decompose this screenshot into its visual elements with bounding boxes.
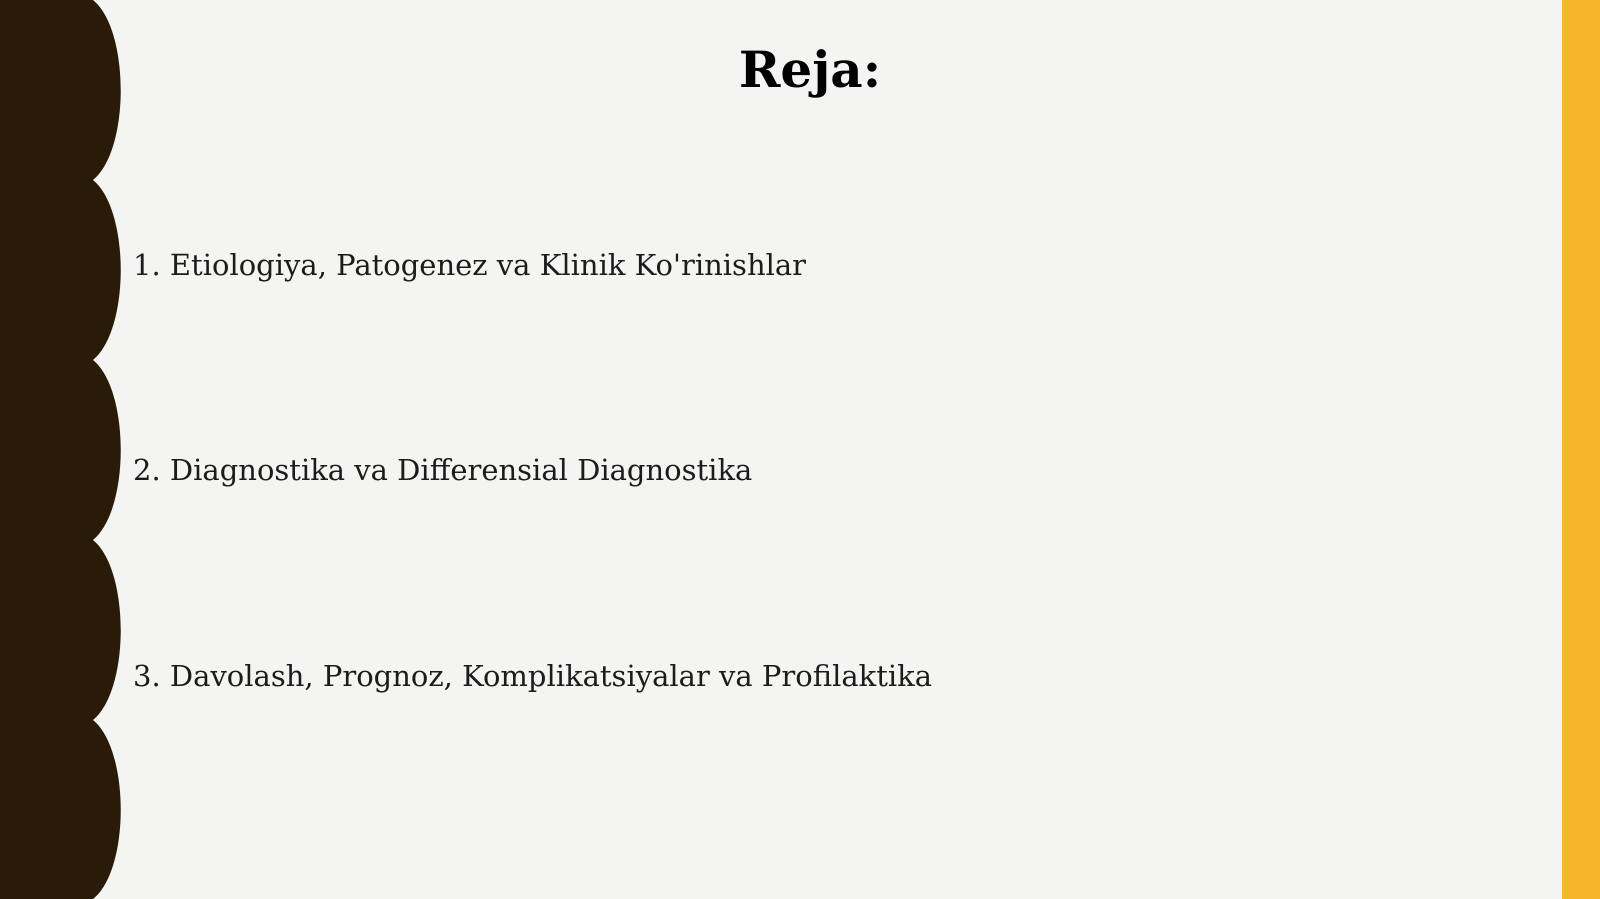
agenda-item: 2. Diagnostika va Differensial Diagnostika [133, 453, 753, 487]
accent-bar [1562, 0, 1600, 899]
agenda-item: 3. Davolash, Prognoz, Komplikatsiyalar va Profilaktika [133, 659, 933, 693]
agenda-list [133, 0, 1513, 899]
wavy-border-decoration [0, 0, 130, 899]
agenda-item: 1. Etiologiya, Patogenez va Klinik Ko'rinishlar [133, 248, 807, 282]
slide-title: Reja: [738, 40, 882, 99]
